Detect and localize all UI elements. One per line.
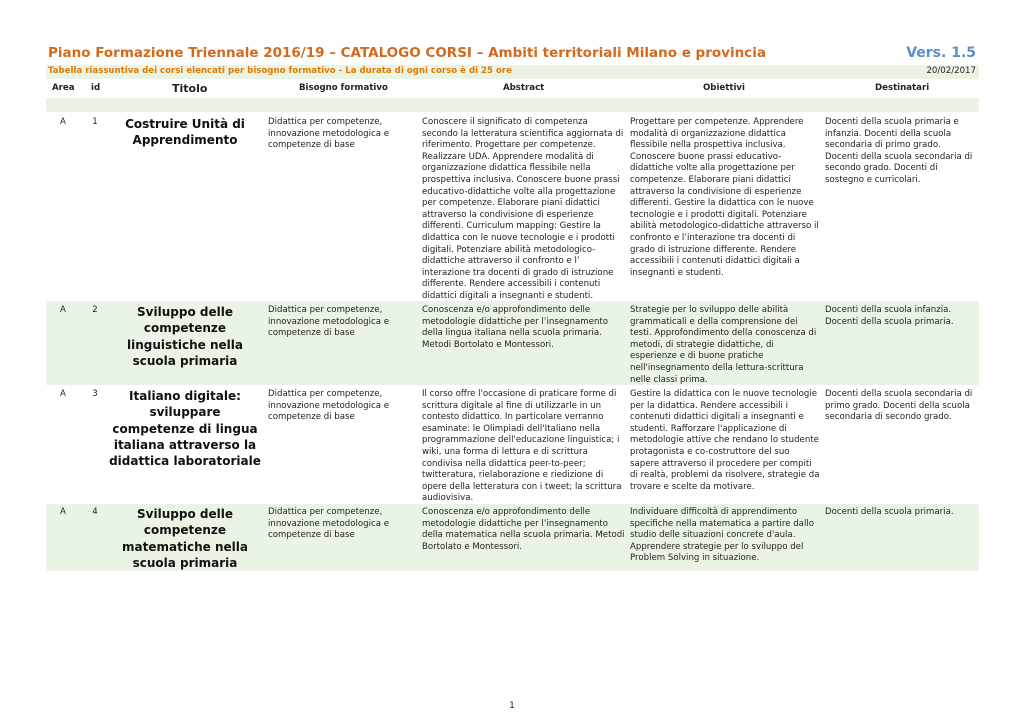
course-objectives: Strategie per lo sviluppo delle abilità grammaticali e della comprensione dei testi. Approfondimento della conoscenza di metodi, di strategie didattiche, di esperienze e di buone pratiche nell'insegnamento della lettura-scrittura nelle classi prima. [630,305,817,385]
course-title: Sviluppo delle competenze linguistiche nella scuola primaria [127,305,243,368]
course-recipients: Docenti della scuola primaria e infanzia. Docenti della scuola secondaria di primo grado. Docenti della scuola secondaria di secondo grado. Docenti di sostegno e curricolari. [825,117,973,185]
column-header-id: id [91,83,101,93]
course-title: Sviluppo delle competenze matematiche nella scuola primaria [122,507,248,570]
course-need: Didattica per competenze, innovazione metodologica e competenze di base [268,389,390,423]
summary-subtitle: Tabella riassuntiva dei corsi elencati per bisogno formativo - La durata di ogni corso è di 25 ore [48,66,512,76]
course-recipients: Docenti della scuola infanzia. Docenti della scuola primaria. [825,305,954,327]
row-id: 4 [92,507,98,517]
course-need: Didattica per competenze, innovazione metodologica e competenze di base [268,507,390,541]
version-label: Vers. 1.5 [906,45,976,61]
course-objectives: Progettare per competenze. Apprendere modalità di organizzazione didattica flessibile nella prospettiva inclusiva. Conoscere buone prassi educativo-didattiche volte alla progettazione per competenze. Elaborare piani didattici attraverso la condivisione di esperienze differenti. Gestire la didattica con le nuove tecnologie e i prodotti digitali. Potenziare abilità metodologico-didattiche attraverso il confronto e l’interazione tra docenti di grado di istruzione differente. Rendere accessibili i contenuti didattici digitali a insegnanti e studenti. [630,117,819,278]
row-area: A [60,507,66,517]
course-need: Didattica per competenze, innovazione metodologica e competenze di base [268,117,390,151]
column-header-obiettivi: Obiettivi [703,83,745,93]
course-objectives: Individuare difficoltà di apprendimento specifiche nella matematica a partire dallo studio delle situazioni concrete d'aula. Apprendere strategie per lo sviluppo del Problem Solving in situazione. [630,507,814,564]
row-area: A [60,117,66,127]
course-title: Italiano digitale: sviluppare competenze di lingua italiana attraverso la didattica laboratoriale [109,389,261,469]
row-id: 3 [92,389,98,399]
catalog-title: Piano Formazione Triennale 2016/19 – CATALOGO CORSI – Ambiti territoriali Milano e provincia [48,45,766,61]
course-abstract: Il corso offre l'occasione di praticare forme di scrittura digitale al fine di utilizzarle in un contesto didattico. In particolare verranno esaminate: le Olimpiadi dell'Italiano nella programmazione dell'educazione linguistica; i wiki, una forma di lettura e di scrittura condivisa nella didattica peer-to-peer; twitteratura, rielaborazione e riedizione di opere della letteratura con i tweet; la scrittura audiovisiva. [422,389,622,504]
row-id: 2 [92,305,98,315]
column-header-bisogno: Bisogno formativo [299,83,388,93]
column-header-abstract: Abstract [503,83,545,93]
course-recipients: Docenti della scuola secondaria di primo grado. Docenti della scuola secondaria di secondo grado. [825,389,973,423]
column-header-titolo: Titolo [172,82,208,95]
course-abstract: Conoscenza e/o approfondimento delle metodologie didattiche per l’insegnamento della lingua italiana nella scuola primaria. Metodi Bortolato e Montessori. [422,305,609,350]
course-recipients: Docenti della scuola primaria. [825,507,954,517]
column-header-area: Area [52,83,75,93]
row-area: A [60,389,66,399]
course-abstract: Conoscere il significato di competenza secondo la letteratura scientifica aggiornata di riferimento. Progettare per competenze. Realizzare UDA. Apprendere modalità di organizzazione didattica flessibile nella prospettiva inclusiva. Conoscere buone prassi educativo-didattiche volte alla progettazione per competenze. Elaborare piani didattici attraverso la condivisione di esperienze differenti. Curriculum mapping: Gestire la didattica con le nuove tecnologie e i prodotti digitali. Potenziare abilità metodologico-didattiche attraverso il confronto e l’ interazione tra docenti di grado di istruzione differente. Rendere accessibili i contenuti didattici digitali a insegnanti e studenti. [422,117,624,301]
page-number: 1 [509,701,515,711]
course-objectives: Gestire la didattica con le nuove tecnologie per la didattica. Rendere accessibili i contenuti didattici digitali a insegnanti e studenti. Rafforzare l'applicazione di metodologie attive che rendano lo studente protagonista e co-costruttore del suo sapere attraverso il procedere per compiti di realtà, problemi da risolvere, strategie da trovare e scelte da motivare. [630,389,820,492]
course-title: Costruire Unità di Apprendimento [125,117,245,148]
document-date: 20/02/2017 [926,66,976,76]
header-spacer-band [46,98,979,112]
row-id: 1 [92,117,98,127]
column-header-destinatari: Destinatari [875,83,930,93]
course-abstract: Conoscenza e/o approfondimento delle metodologie didattiche per l’insegnamento della matematica nella scuola primaria. Metodi Bortolato e Montessori. [422,507,625,552]
row-area: A [60,305,66,315]
course-need: Didattica per competenze, innovazione metodologica e competenze di base [268,305,390,339]
